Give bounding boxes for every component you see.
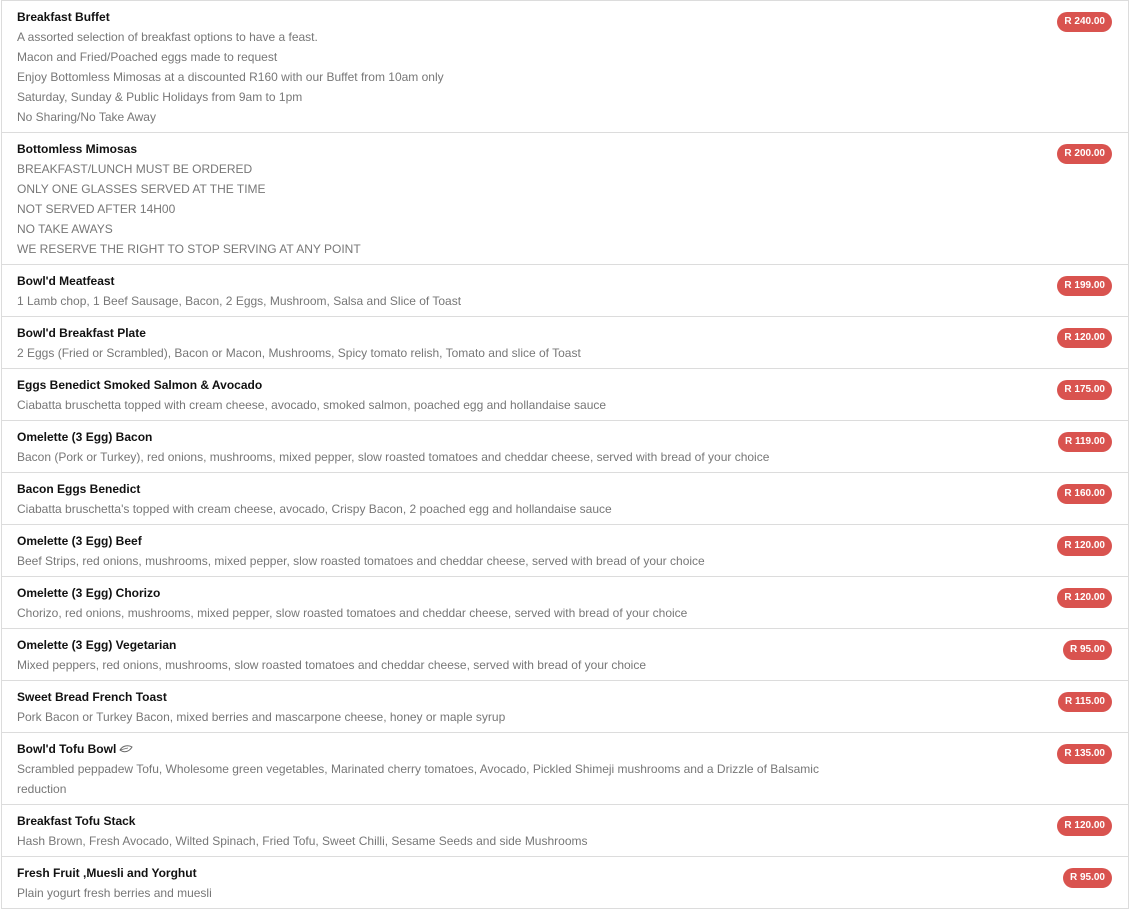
menu-item[interactable] bbox=[2, 264, 1128, 316]
price-badge: R 95.00 bbox=[1063, 640, 1112, 660]
menu-item-name: Fresh Fruit ,Muesli and Yorghut bbox=[17, 866, 197, 880]
menu-item[interactable] bbox=[2, 576, 1128, 628]
price-badge: R 200.00 bbox=[1057, 144, 1112, 164]
menu-item-description: Pork Bacon or Turkey Bacon, mixed berries and mascarpone cheese, honey or maple syrup bbox=[17, 710, 506, 724]
price-badge: R 119.00 bbox=[1058, 432, 1112, 452]
menu-item-description: 1 Lamb chop, 1 Beef Sausage, Bacon, 2 Eggs, Mushroom, Salsa and Slice of Toast bbox=[17, 294, 462, 308]
menu-item-description: Plain yogurt fresh berries and muesli bbox=[17, 886, 212, 900]
menu-item-description: 2 Eggs (Fried or Scrambled), Bacon or Macon, Mushrooms, Spicy tomato relish, Tomato and slice of Toast bbox=[17, 346, 581, 360]
menu-item-name: Eggs Benedict Smoked Salmon & Avocado bbox=[17, 378, 263, 392]
menu-item-name: Bowl'd Tofu Bowl bbox=[17, 742, 117, 756]
menu-item-description: Mixed peppers, red onions, mushrooms, slow roasted tomatoes and cheddar cheese, served with bread of your choice bbox=[17, 658, 647, 672]
menu-item[interactable] bbox=[2, 628, 1128, 680]
menu-item-description: Hash Brown, Fresh Avocado, Wilted Spinach, Fried Tofu, Sweet Chilli, Sesame Seeds and side Mushrooms bbox=[17, 834, 588, 848]
menu-item[interactable] bbox=[2, 316, 1128, 368]
price-badge: R 120.00 bbox=[1057, 536, 1112, 556]
menu-item-name: Omelette (3 Egg) Chorizo bbox=[17, 586, 161, 600]
menu-item-name: Omelette (3 Egg) Beef bbox=[17, 534, 142, 548]
menu-item[interactable] bbox=[2, 804, 1128, 856]
menu-item-description: Ciabatta bruschetta topped with cream cheese, avocado, smoked salmon, poached egg and hollandaise sauce bbox=[17, 398, 607, 412]
menu-item[interactable] bbox=[2, 1, 1128, 132]
menu-item[interactable] bbox=[2, 856, 1128, 908]
breakfast-menu-list bbox=[1, 0, 1129, 909]
vegan-leaf-icon bbox=[119, 744, 133, 754]
menu-item[interactable] bbox=[2, 368, 1128, 420]
menu-item[interactable] bbox=[2, 420, 1128, 472]
price-badge: R 95.00 bbox=[1063, 868, 1112, 888]
price-badge: R 120.00 bbox=[1057, 816, 1112, 836]
menu-item[interactable] bbox=[2, 732, 1128, 804]
menu-item-description: Chorizo, red onions, mushrooms, mixed pepper, slow roasted tomatoes and cheddar cheese, served with bread of your choice bbox=[17, 606, 688, 620]
menu-item-description: Beef Strips, red onions, mushrooms, mixed pepper, slow roasted tomatoes and cheddar cheese, served with bread of your choice bbox=[17, 554, 705, 568]
menu-item[interactable] bbox=[2, 472, 1128, 524]
menu-item-description: Bacon (Pork or Turkey), red onions, mushrooms, mixed pepper, slow roasted tomatoes and cheddar cheese, served with bread of your choice bbox=[17, 450, 770, 464]
price-badge: R 115.00 bbox=[1058, 692, 1112, 712]
price-badge: R 160.00 bbox=[1057, 484, 1112, 504]
menu-item[interactable] bbox=[2, 524, 1128, 576]
menu-item-name: Bottomless Mimosas bbox=[17, 142, 138, 156]
price-badge: R 120.00 bbox=[1057, 588, 1112, 608]
price-badge: R 199.00 bbox=[1057, 276, 1112, 296]
price-badge: R 135.00 bbox=[1057, 744, 1112, 764]
menu-item[interactable] bbox=[2, 132, 1128, 264]
menu-item-name: Breakfast Tofu Stack bbox=[17, 814, 136, 828]
price-badge: R 240.00 bbox=[1057, 12, 1112, 32]
menu-item-name: Omelette (3 Egg) Vegetarian bbox=[17, 638, 177, 652]
price-badge: R 175.00 bbox=[1057, 380, 1112, 400]
menu-item-description: Scrambled peppadew Tofu, Wholesome green vegetables, Marinated cherry tomatoes, Avocado, Pickled Shimeji mushrooms and a Drizzle of Balsamic reduction bbox=[17, 762, 819, 796]
menu-item-name: Bowl'd Meatfeast bbox=[17, 274, 115, 288]
menu-item-name: Breakfast Buffet bbox=[17, 10, 110, 24]
menu-item-description: Ciabatta bruschetta's topped with cream cheese, avocado, Crispy Bacon, 2 poached egg and hollandaise sauce bbox=[17, 502, 612, 516]
menu-item-name: Bowl'd Breakfast Plate bbox=[17, 326, 146, 340]
menu-item-name: Omelette (3 Egg) Bacon bbox=[17, 430, 153, 444]
menu-item-name-row bbox=[17, 739, 1008, 759]
menu-item-name: Bacon Eggs Benedict bbox=[17, 482, 141, 496]
menu-item[interactable] bbox=[2, 680, 1128, 732]
menu-item-description: A assorted selection of breakfast options to have a feast. Macon and Fried/Poached eggs made to request Enjoy Bottomless Mimosas at a discounted R160 with our Buffet from 10am only Saturday, Sunday & Public Holidays from 9am to 1pm No Sharing/No Take Away bbox=[17, 30, 444, 124]
price-badge: R 120.00 bbox=[1057, 328, 1112, 348]
menu-item-description: BREAKFAST/LUNCH MUST BE ORDERED ONLY ONE GLASSES SERVED AT THE TIME NOT SERVED AFTER 14H00 NO TAKE AWAYS WE RESERVE THE RIGHT TO STOP SERVING AT ANY POINT bbox=[17, 162, 361, 256]
menu-item-name: Sweet Bread French Toast bbox=[17, 690, 167, 704]
